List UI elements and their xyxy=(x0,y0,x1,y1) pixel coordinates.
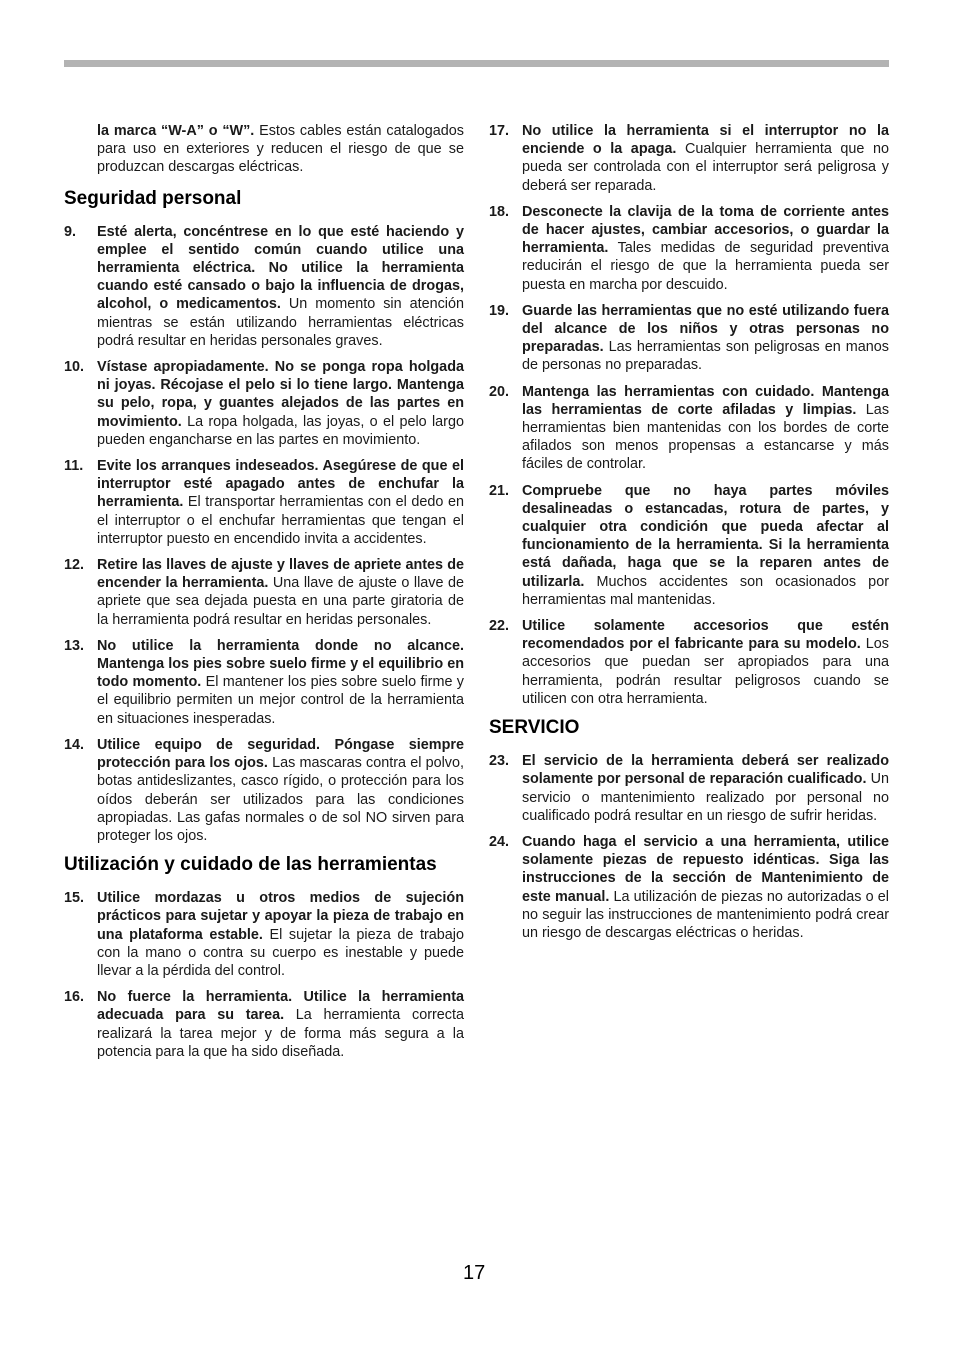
continuation-paragraph: la marca “W-A” o “W”. Estos cables están catalogados para uso en exteriores y reducen el riesgo de que se produzcan descargas eléctricas. xyxy=(97,123,464,176)
list-item: 23. El servicio de la herramienta deberá ser realizado solamente por personal de reparación cualificado. Un servicio o mantenimiento realizado por personal no cualificado podrá resultar en un riesgo de sufrir heridas. xyxy=(489,753,889,824)
page-number: 17 xyxy=(463,1262,486,1284)
right-column xyxy=(489,122,889,950)
list-item: 22. Utilice solamente accesorios que estén recomendados por el fabricante para su modelo. Los accesorios que puedan ser apropiados para una herramienta, podrán resultar peligrosos cuando se utilicen con otra herramienta. xyxy=(489,618,889,707)
list-item: 9. Esté alerta, concéntrese en lo que esté haciendo y emplee el sentido común cuando utilice una herramienta eléctrica. No utilice la herramienta cuando esté cansado o bajo la influencia de drogas, alcohol, o medicamentos. Un momento sin atención mientras se están utilizando herramientas eléctricas podrá resultar en heridas personales graves. xyxy=(64,223,464,349)
list-item: 20. Mantenga las herramientas con cuidado. Mantenga las herramientas de corte afiladas y limpias. Las herramientas bien mantenidas con los bordes de corte afilados son menos propensas a estancarse y más fáciles de controlar. xyxy=(489,383,890,473)
list-item: 11. Evite los arranques indeseados. Asegúrese de que el interruptor esté apagado antes de enchufar la herramienta. El transportar herramientas con el dedo en el interruptor o el enchufar herramientas que tengan el interruptor puesto en encendido invita a accidentes. xyxy=(64,458,464,547)
top-rule xyxy=(64,60,889,67)
section-heading-tools: Utilización y cuidado de las herramientas xyxy=(64,854,437,876)
list-item: 10. Vístase apropiadamente. No se ponga ropa holgada ni joyas. Récojase el pelo si lo tiene largo. Mantenga su pelo, ropa, y guantes alejados de las partes en movimiento. La ropa holgada, las joyas, o el pelo largo pueden engancharse en las partes en movimiento. xyxy=(64,359,464,448)
section-heading-personal: Seguridad personal xyxy=(64,187,242,209)
list-item: 24. Cuando haga el servicio a una herramienta, utilice solamente piezas de repuesto idénticas. Siga las instrucciones de la sección de Mantenimiento de este manual. La utilización de piezas no autorizadas o el no seguir las instrucciones de mantenimiento podrá crear un riesgo de descargas eléctricas o heridas. xyxy=(489,833,889,941)
list-item: 12. Retire las llaves de ajuste y llaves de apriete antes de encender la herramienta. Una llave de ajuste o llave de apriete que sea dejada puesta en una parte giratoria de la herramienta podrá resultar en heridas personales. xyxy=(64,557,464,628)
list-item: 13. No utilice la herramienta donde no alcance. Mantenga los pies sobre suelo firme y el equilibrio en todo momento. El mantener los pies sobre suelo firme y el equilibrio permiten un mejor control de la herramienta en situaciones inesperadas. xyxy=(64,637,464,727)
list-item: 15. Utilice mordazas u otros medios de sujeción prácticos para sujetar y apoyar la pieza de trabajo en una plataforma estable. El sujetar la pieza de trabajo con la mano o contra su cuerpo es inestable y puede llevar a la pérdida del control. xyxy=(64,890,465,979)
list-item: 18. Desconecte la clavija de la toma de corriente antes de hacer ajustes, cambiar accesorios, o guardar la herramienta. Tales medidas de seguridad preventiva reducirán el riesgo de que la herramienta pueda ser puesta en marcha por descuido. xyxy=(489,203,889,293)
list-item: 19. Guarde las herramientas que no esté utilizando fuera del alcance de los niños y otras personas no preparadas. Las herramientas son peligrosas en manos de personas no preparadas. xyxy=(489,302,889,374)
list-item: 21. Compruebe que no haya partes móviles desalineadas o estancadas, rotura de partes, y cualquier otra condición que pueda afectar al funcionamiento de la herramienta. Si la herramienta está dañada, haga que se la reparen antes de utilizarla. Muchos accidentes son ocasionados por herramientas mal mantenidas. xyxy=(489,482,889,608)
list-item: 17. No utilice la herramienta si el interruptor no la enciende o la apaga. Cualquier herramienta que no pueda ser controlada con el interruptor será peligrosa y deberá ser reparada. xyxy=(489,123,889,194)
left-column xyxy=(64,122,464,1069)
list-item: 14. Utilice equipo de seguridad. Póngase siempre protección para los ojos. Las mascaras contra el polvo, botas antideslizantes, casco rígido, o protección para los oídos deberán ser utilizados para las condiciones apropiadas. Las gafas normales o de sol NO sirven para proteger los ojos. xyxy=(64,736,464,844)
section-heading-service: SERVICIO xyxy=(489,717,580,739)
list-item: 16. No fuerce la herramienta. Utilice la herramienta adecuada para su tarea. La herramienta correcta realizará la tarea mejor y de forma más segura a la potencia para la que ha sido diseñada. xyxy=(64,989,464,1060)
